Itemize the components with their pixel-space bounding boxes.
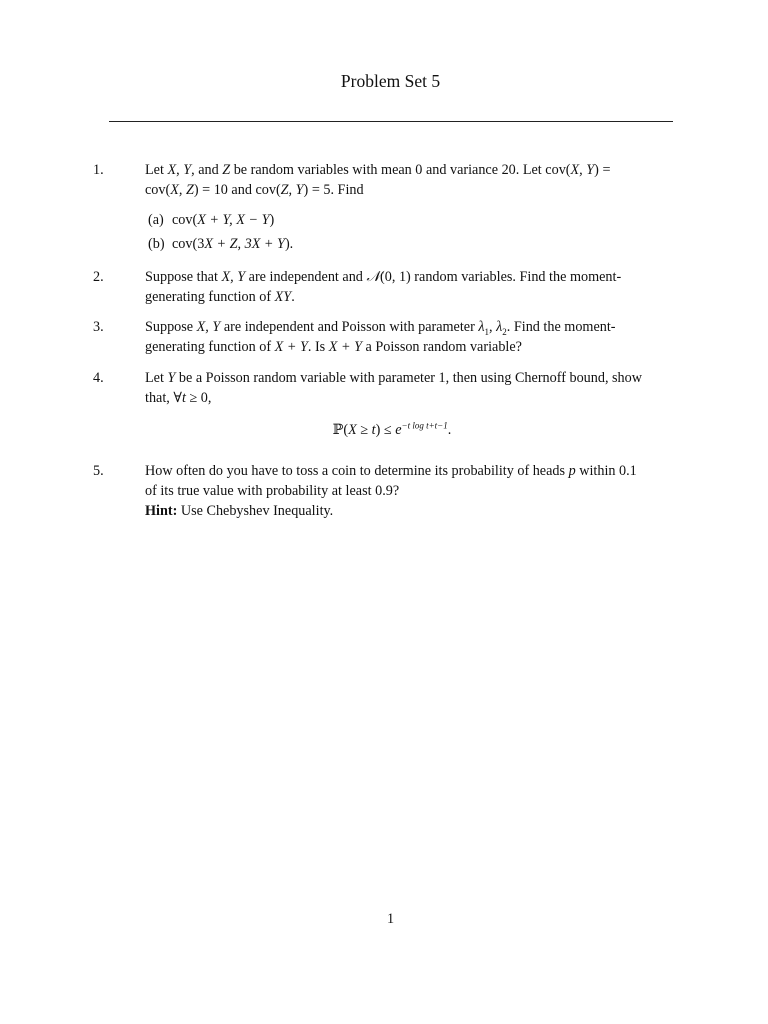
problem-number: 3. [93, 319, 104, 335]
page-number: 1 [386, 911, 395, 927]
subpart-b: (b) cov(3X + Z, 3X + Y). [148, 236, 294, 252]
problem-text: Let Y be a Poisson random variable with parameter 1, then using Chernoff bound, show that, ∀t ≥ 0, [145, 370, 642, 406]
problem-3 [93, 317, 674, 357]
problem-text: Let X, Y, and Z be random variables with mean 0 and variance 20. Let cov(X, Y) = cov(X, Z) = 10 and cov(Z, Y) = 5. Find [145, 162, 611, 198]
page-title: Problem Set 5 [340, 71, 441, 91]
problem-5 [93, 461, 674, 521]
subparts [145, 210, 674, 254]
problem-2 [93, 267, 674, 307]
hint-text: Use Chebyshev Inequality. [177, 503, 334, 519]
display-equation: ℙ(X ≥ $t) \le e^{-t log t+t-1}$. [332, 420, 452, 438]
problem-number: 1. [93, 162, 104, 178]
hint-label: Hint: [145, 503, 178, 519]
subpart-a: (a) cov(X + Y, X − Y) [148, 212, 275, 228]
problem-number: 5. [93, 463, 104, 479]
problem-text: Suppose X, Y are independent and Poisson with parameter $\lambda_1$, $\lambda_2$. Find the moment- generating function of X + Y. Is X + Y a Poisson random variable? [145, 319, 616, 355]
problem-text: How often do you have to toss a coin to determine its probability of heads p within 0.1 of its true value with probability at least 0.9? Hint: Use Chebyshev Inequality. [145, 463, 637, 519]
problem-number: 4. [93, 370, 104, 386]
problem-1 [93, 160, 674, 258]
problem-4 [93, 368, 674, 440]
problem-text: Suppose that X, Y are independent and 𝒩(0, 1) random variables. Find the moment- generating function of XY. [145, 269, 622, 305]
title-rule [109, 121, 673, 122]
problem-number: 2. [93, 269, 104, 285]
